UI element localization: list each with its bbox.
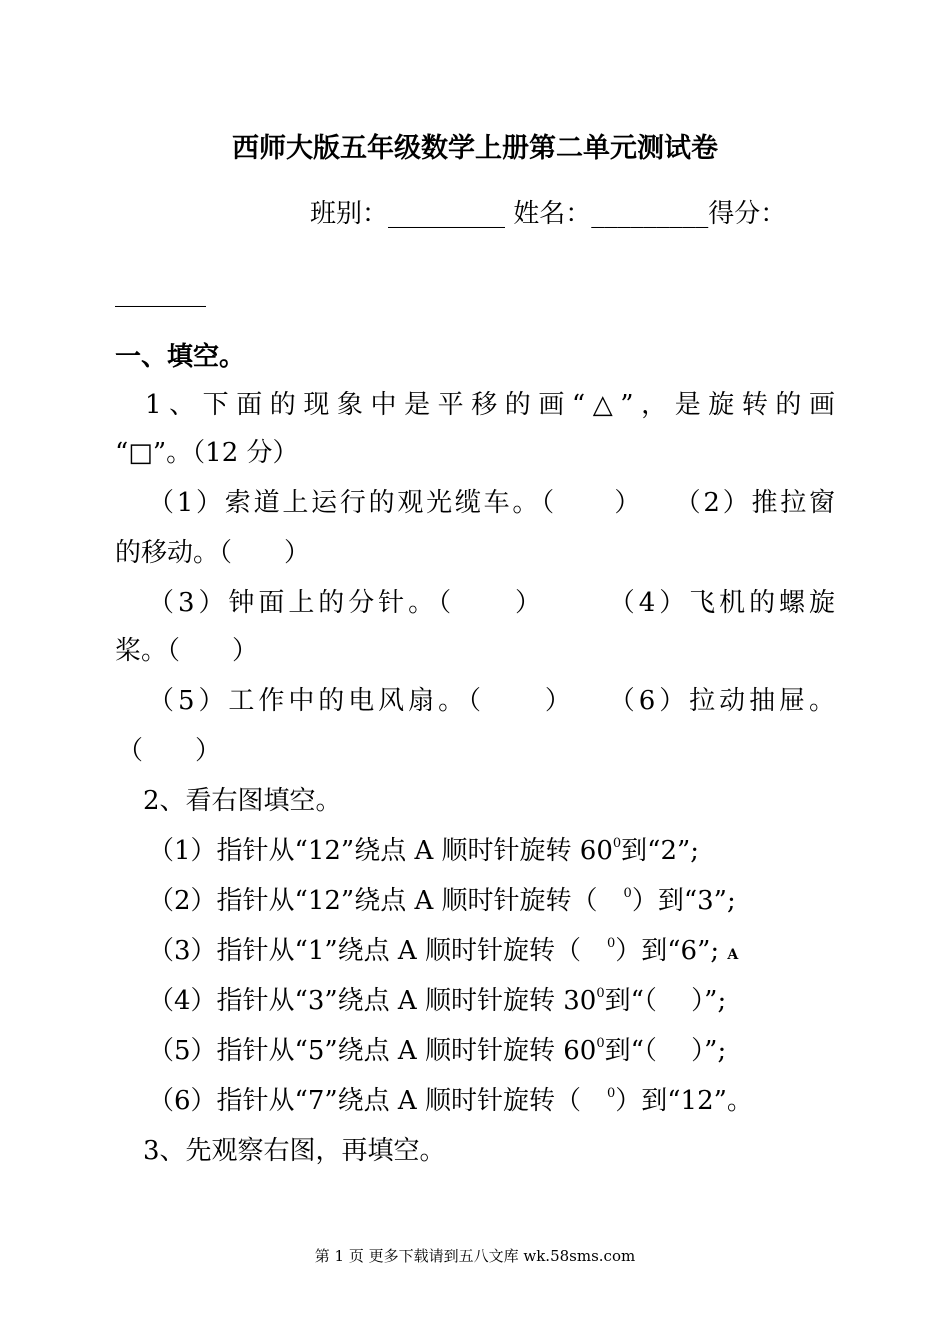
header-score-underline: _______	[115, 278, 206, 308]
point-a-label: A	[727, 947, 739, 963]
q2-item3: （3）指针从“1”绕点 A 顺时针旋转（ $^0$）到“6”; A	[148, 936, 739, 966]
q1-item4-continued: 桨。（ ）	[115, 636, 259, 666]
degree-sup: 0	[596, 986, 605, 1001]
q2-item5: （5）指针从“5”绕点 A 顺时针旋转 $60^0$到“（ ）”;	[148, 1036, 727, 1066]
q1-item6-continued: （ ）	[117, 736, 222, 766]
q2-item2: （2）指针从“12”绕点 A 顺时针旋转（ $^0$）到“3”;	[148, 886, 736, 916]
q2-heading: 2、看右图填空。	[143, 786, 342, 816]
q1-item2-continued: 的移动。（ ）	[115, 538, 311, 568]
degree-sup: 0	[623, 886, 632, 901]
q1-line2: “□”。（12 分）	[115, 438, 299, 468]
q1-item3-line: （3）钟面上的分针。（ ） （4）飞机的螺旋	[148, 588, 835, 618]
page-title: 西师大版五年级数学上册第二单元测试卷	[232, 133, 718, 164]
degree-sup: 0	[612, 836, 622, 851]
page-footer: 第 1 页 更多下载请到五八文库 wk.58sms.com	[314, 1247, 636, 1265]
q2-item6: （6）指针从“7”绕点 A 顺时针旋转（ $^0$）到“12”。	[148, 1086, 753, 1116]
degree-sup: 0	[606, 936, 616, 951]
q1-line1: 1、下面的现象中是平移的画“△”，是旋转的画	[145, 390, 835, 420]
q2-item4: （4）指针从“3”绕点 A 顺时针旋转 $30^0$到“（ ）”;	[148, 986, 727, 1016]
section-heading: 一、填空。	[115, 342, 246, 372]
q1-item5-line: （5）工作中的电风扇。（ ） （6）拉动抽屉。	[148, 686, 835, 716]
degree-sup: 0	[606, 1086, 616, 1101]
q3-heading: 3、先观察右图，再填空。	[143, 1136, 446, 1166]
header-info-line: 班别：_________ 姓名：_________得分：	[310, 199, 787, 229]
q2-item1: （1）指针从“12”绕点 A 顺时针旋转 $60^0$到“2”;	[148, 836, 700, 866]
q1-item1-line: （1）索道上运行的观光缆车。（ ） （2）推拉窗	[148, 488, 835, 518]
degree-sup: 0	[596, 1036, 605, 1051]
